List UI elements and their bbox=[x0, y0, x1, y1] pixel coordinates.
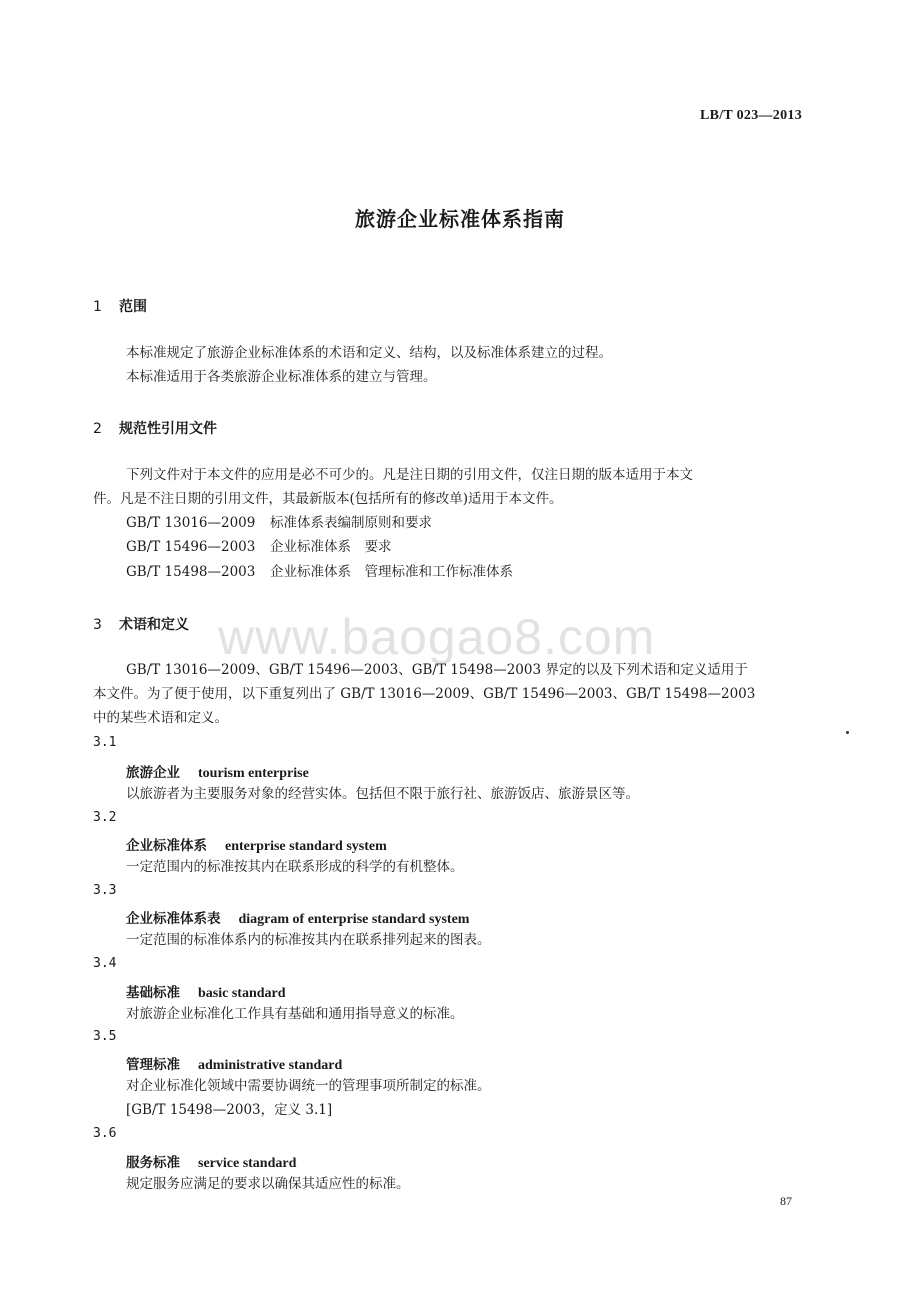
term-en: basic standard bbox=[198, 986, 286, 1001]
section-title: 规范性引用文件 bbox=[119, 421, 217, 437]
term-definition: 规定服务应满足的要求以确保其适应性的标准。 bbox=[126, 1176, 410, 1192]
term-heading bbox=[126, 761, 309, 782]
paragraph: 本文件。为了便于使用，以下重复列出了 GB/T 13016—2009、GB/T 15496—2003、GB/T 15498—2003 bbox=[93, 686, 756, 702]
section-1-heading bbox=[93, 296, 147, 316]
paragraph: GB/T 13016—2009、GB/T 15496—2003、GB/T 15498—2003 界定的以及下列术语和定义适用于 bbox=[126, 662, 748, 678]
term-heading bbox=[126, 981, 286, 1002]
term-definition: 对旅游企业标准化工作具有基础和通用指导意义的标准。 bbox=[126, 1006, 464, 1022]
term-zh: 基础标准 bbox=[126, 985, 180, 1001]
term-number: 3.4 bbox=[93, 956, 117, 971]
section-number: 3 bbox=[93, 617, 102, 633]
term-en: service standard bbox=[198, 1156, 297, 1171]
reference-title: 企业标准体系 要求 bbox=[270, 539, 392, 555]
reference-code: GB/T 13016—2009 bbox=[126, 515, 256, 531]
term-zh: 企业标准体系表 bbox=[126, 911, 221, 927]
paragraph: 中的某些术语和定义。 bbox=[93, 710, 228, 726]
term-number: 3.6 bbox=[93, 1126, 117, 1141]
term-heading bbox=[126, 834, 387, 855]
section-number: 1 bbox=[93, 299, 102, 315]
page-title: 旅游企业标准体系指南 bbox=[355, 207, 565, 231]
reference-code: GB/T 15496—2003 bbox=[126, 539, 256, 555]
term-definition: 一定范围内的标准按其内在联系形成的科学的有机整体。 bbox=[126, 859, 464, 875]
paragraph: 本标准规定了旅游企业标准体系的术语和定义、结构，以及标准体系建立的过程。 bbox=[126, 345, 612, 361]
reference-item bbox=[126, 536, 392, 559]
term-en: enterprise standard system bbox=[225, 839, 387, 854]
term-number: 3.5 bbox=[93, 1029, 117, 1044]
term-heading bbox=[126, 907, 469, 928]
section-2-heading bbox=[93, 418, 217, 438]
paragraph: 件。凡是不注日期的引用文件，其最新版本(包括所有的修改单)适用于本文件。 bbox=[93, 491, 563, 507]
term-zh: 企业标准体系 bbox=[126, 838, 207, 854]
reference-title: 标准体系表编制原则和要求 bbox=[270, 515, 432, 531]
term-en: administrative standard bbox=[198, 1058, 343, 1073]
reference-title: 企业标准体系 管理标准和工作标准体系 bbox=[270, 564, 513, 580]
term-zh: 服务标准 bbox=[126, 1155, 180, 1171]
paragraph: 本标准适用于各类旅游企业标准体系的建立与管理。 bbox=[126, 369, 437, 385]
section-title: 范围 bbox=[119, 299, 147, 315]
term-number: 3.3 bbox=[93, 883, 117, 898]
term-definition: 一定范围的标准体系内的标准按其内在联系排列起来的图表。 bbox=[126, 932, 491, 948]
term-heading bbox=[126, 1151, 296, 1172]
reference-item bbox=[126, 512, 432, 535]
paragraph: 下列文件对于本文件的应用是必不可少的。凡是注日期的引用文件，仅注日期的版本适用于本文 bbox=[126, 467, 693, 483]
section-number: 2 bbox=[93, 421, 102, 437]
reference-item bbox=[126, 561, 513, 584]
term-number: 3.2 bbox=[93, 810, 117, 825]
document-code: LB/T 023—2013 bbox=[699, 108, 802, 123]
term-number: 3.1 bbox=[93, 735, 117, 750]
term-en: diagram of enterprise standard system bbox=[238, 912, 470, 927]
section-title: 术语和定义 bbox=[119, 617, 189, 633]
watermark: www.baogao8.com bbox=[218, 609, 656, 665]
section-3-heading bbox=[93, 614, 189, 634]
page-number: 87 bbox=[780, 1194, 792, 1208]
scan-dot bbox=[846, 731, 849, 734]
term-zh: 管理标准 bbox=[126, 1057, 180, 1073]
reference-code: GB/T 15498—2003 bbox=[126, 564, 256, 580]
term-definition: 对企业标准化领域中需要协调统一的管理事项所制定的标准。 bbox=[126, 1078, 491, 1094]
term-source: [GB/T 15498—2003，定义 3.1] bbox=[126, 1102, 333, 1118]
term-definition: 以旅游者为主要服务对象的经营实体。包括但不限于旅行社、旅游饭店、旅游景区等。 bbox=[126, 786, 639, 802]
term-heading bbox=[126, 1053, 342, 1074]
term-zh: 旅游企业 bbox=[126, 765, 180, 781]
term-en: tourism enterprise bbox=[198, 766, 309, 781]
